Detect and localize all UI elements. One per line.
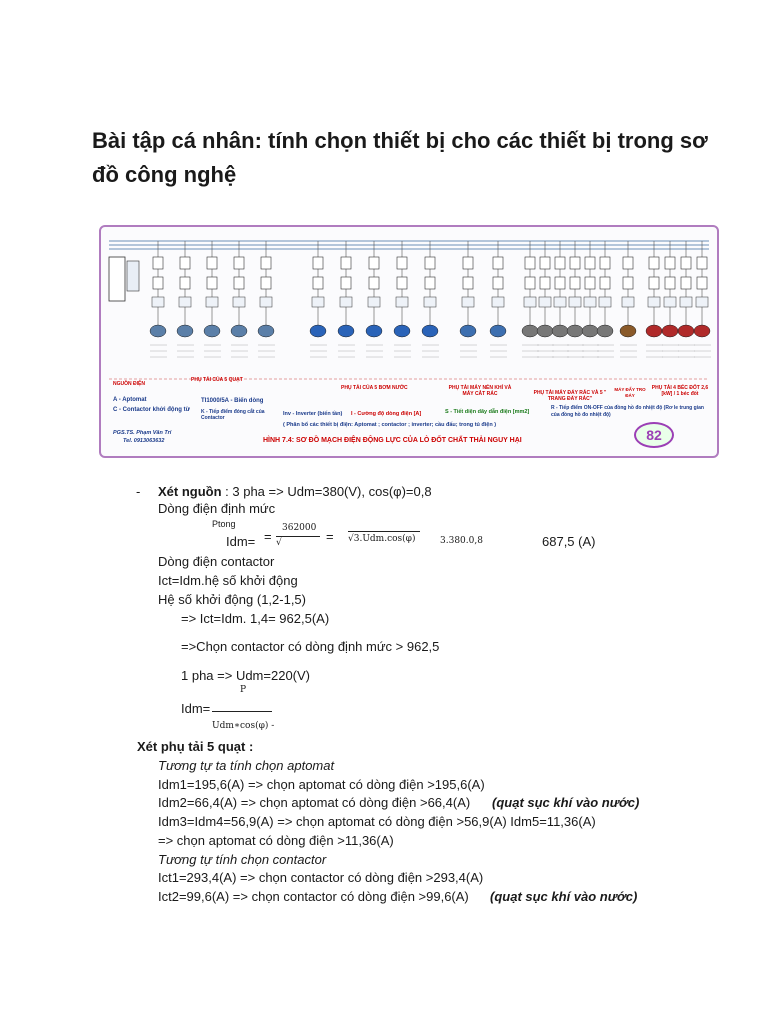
denominator-2: Udm∗cos(φ) - [212, 721, 275, 731]
contactor-box [207, 277, 217, 289]
aptomat-box [697, 257, 707, 269]
group-label-pumps: PHỤ TẢI CỦA 5 BƠM NƯỚC [341, 385, 408, 391]
inverter-box [179, 297, 191, 307]
contactor-box [180, 277, 190, 289]
page-title: Bài tập cá nhân: tính chọn thiết bị cho các thiết bị trong sơ đồ công nghệ [92, 128, 708, 187]
contactor-box [493, 277, 503, 289]
aptomat-box [180, 257, 190, 269]
aerator-note-2: (quạt sục khí vào nước) [490, 889, 638, 904]
inverter-box [664, 297, 676, 307]
contactor-current-label: Dòng điện contactor [158, 554, 275, 569]
ict-result: => Ict=Idm. 1,4= 962,5(A) [181, 611, 330, 626]
sqrt-symbol: √ [276, 538, 282, 548]
inverter-box [206, 297, 218, 307]
load-device-icon [694, 325, 710, 337]
contactor-box [153, 277, 163, 289]
contactor-box [681, 277, 691, 289]
inverter-box [539, 297, 551, 307]
result-687: 687,5 (A) [542, 534, 596, 549]
legend-current-transformer: TI1000/5A - Biến dòng [201, 398, 264, 404]
legend-note: ( Phân bổ các thiết bị điện: Aptomat ; contactor ; inverter; cầu đấu; trong tủ điện ) [283, 422, 497, 428]
load-device-icon [597, 325, 613, 337]
inverter-box [424, 297, 436, 307]
fraction-bar [276, 536, 320, 537]
legend-inverter: Inv - Inverter (biến tần) [283, 411, 343, 417]
one-phase-line: 1 pha => Udm=220(V) [181, 668, 310, 683]
load-device-icon [678, 325, 694, 337]
equals-sign-1: = [264, 529, 272, 544]
aptomat-box [623, 257, 633, 269]
equals-sign-2: = [326, 529, 334, 544]
aerator-note-1: (quạt sục khí vào nước) [492, 795, 640, 810]
load-device-icon [150, 325, 166, 337]
contactor-box [585, 277, 595, 289]
load-device-icon [177, 325, 193, 337]
denominator-values: 3.380.0,8 [440, 536, 483, 546]
contactor-box [623, 277, 633, 289]
aptomat-box [425, 257, 435, 269]
legend-current: I - Cường độ dòng điện [A] [351, 411, 422, 417]
ict1-line: Ict1=293,4(A) => chọn contactor có dòng điện >293,4(A) [158, 870, 484, 885]
aptomat-box [341, 257, 351, 269]
similar-aptomat: Tương tự ta tính chọn aptomat [158, 758, 335, 773]
aptomat-box [665, 257, 675, 269]
aptomat-box [555, 257, 565, 269]
inverter-box [233, 297, 245, 307]
load-device-icon [310, 325, 326, 337]
inverter-box [396, 297, 408, 307]
source-heading: Xét nguồn [158, 484, 222, 499]
group-label-fans: PHỤ TẢI CỦA 5 QUẠT [191, 377, 243, 383]
legend-aptomat: A - Aptomat [113, 397, 147, 403]
aptomat-box [600, 257, 610, 269]
aptomat-box [234, 257, 244, 269]
ict-formula: Ict=Idm.hệ số khởi động [158, 573, 298, 588]
aptomat-box [369, 257, 379, 269]
load-device-icon [620, 325, 636, 337]
inverter-box [599, 297, 611, 307]
author-name: PGS.TS. Phạm Văn Trí [113, 430, 172, 436]
inverter-box [696, 297, 708, 307]
idm5-choose-line: => chọn aptomat có dòng điện >11,36(A) [158, 833, 394, 848]
inverter-box [260, 297, 272, 307]
aptomat-box [493, 257, 503, 269]
legend-relay: R - Tiếp điểm ON-OFF của đồng hồ đo nhiệt độ (Rơ le trung gian của đồng hồ đo nhiệt độ) [551, 405, 704, 418]
load-device-icon [662, 325, 678, 337]
load-device-icon [422, 325, 438, 337]
contactor-box [341, 277, 351, 289]
similar-contactor: Tương tự tính chọn contactor [158, 852, 327, 867]
contactor-box [600, 277, 610, 289]
load-device-icon [204, 325, 220, 337]
electrical-schematic-figure [99, 225, 719, 458]
idm2-label: Idm= [181, 701, 211, 716]
load-device-icon [522, 325, 538, 337]
inverter-box [680, 297, 692, 307]
inverter-box [492, 297, 504, 307]
choose-contactor: =>Chọn contactor có dòng định mức > 962,5 [181, 639, 440, 654]
figure-caption: HÌNH 7.4: SƠ ĐỒ MẠCH ĐIỆN ĐỘNG LỰC CỦA LÒ ĐỐT CHẤT THẢI NGUY HẠI [263, 437, 522, 444]
contactor-box [570, 277, 580, 289]
group-label-pusher: PHỤ TẢI MÁY ĐẨY RÁC VÀ 5 " TRANG ĐẨY RÁC" [533, 390, 607, 402]
legend-contact: K - Tiếp điểm đóng cắt của Contactor [201, 409, 265, 421]
contactor-box [697, 277, 707, 289]
load-device-icon [258, 325, 274, 337]
aptomat-box [313, 257, 323, 269]
inverter-box [554, 297, 566, 307]
load-device-icon [552, 325, 568, 337]
contactor-box [649, 277, 659, 289]
aptomat-box [397, 257, 407, 269]
legend-cross-section: S - Tiết diện dây dẫn điện [mm2] [445, 409, 530, 415]
load-device-icon [338, 325, 354, 337]
power-p-label: P [240, 685, 247, 695]
fan-heading: Xét phụ tải 5 quạt [137, 739, 246, 754]
author-phone: Tel. 0913063632 [123, 438, 165, 444]
contactor-box [425, 277, 435, 289]
load-device-icon [646, 325, 662, 337]
inverter-box [368, 297, 380, 307]
inverter-box [622, 297, 634, 307]
group-label-burners: PHỤ TẢI 4 BÉC ĐỐT 2,6 [kW] / 1 béc đốt [651, 385, 709, 397]
ict2-line: Ict2=99,6(A) => chọn contactor có dòng điện >99,6(A) [158, 889, 469, 904]
load-device-icon [366, 325, 382, 337]
contactor-box [540, 277, 550, 289]
aptomat-box [463, 257, 473, 269]
bullet-dash: - [136, 484, 141, 499]
load-device-icon [394, 325, 410, 337]
idm1-line: Idm1=195,6(A) => chọn aptomat có dòng điện >195,6(A) [158, 777, 485, 792]
group-label-compressor: PHỤ TẢI MÁY NÉN KHÍ VÀ MÁY CẮT RÁC [448, 385, 512, 397]
ptong-label: Ptong [212, 519, 236, 529]
inverter-box [312, 297, 324, 307]
aptomat-box [525, 257, 535, 269]
aptomat-box [207, 257, 217, 269]
page-number-text: 82 [646, 427, 662, 443]
contactor-box [525, 277, 535, 289]
inverter-box [648, 297, 660, 307]
load-device-icon [490, 325, 506, 337]
fraction-bar-2 [212, 711, 272, 712]
idm2-line: Idm2=66,4(A) => chọn aptomat có dòng điện >66,4(A) [158, 795, 471, 810]
idm-label: Idm= [226, 534, 256, 549]
load-device-icon [537, 325, 553, 337]
contactor-box [234, 277, 244, 289]
load-device-icon [231, 325, 247, 337]
contactor-box [463, 277, 473, 289]
contactor-box [261, 277, 271, 289]
aptomat-box [153, 257, 163, 269]
load-device-icon [460, 325, 476, 337]
aptomat-box [261, 257, 271, 269]
contactor-box [665, 277, 675, 289]
fraction-numerator: 362000 [282, 523, 317, 533]
group-label-ash: MÁY ĐẨY TRO ĐÁY [614, 387, 646, 398]
fan-heading-colon: : [245, 739, 254, 754]
fan-heading-line [137, 738, 253, 755]
contactor-box [397, 277, 407, 289]
aptomat-box [681, 257, 691, 269]
start-factor: Hệ số khởi động (1,2-1,5) [158, 592, 306, 607]
aptomat-box [540, 257, 550, 269]
contactor-box [313, 277, 323, 289]
contactor-box [555, 277, 565, 289]
aptomat-box [649, 257, 659, 269]
aptomat-box [570, 257, 580, 269]
inverter-box [340, 297, 352, 307]
load-device-icon [567, 325, 583, 337]
inverter-box [152, 297, 164, 307]
source-line [158, 483, 432, 500]
source-label: NGUỒN ĐIỆN [113, 381, 145, 387]
aptomat-box [585, 257, 595, 269]
inverter-box [569, 297, 581, 307]
contactor-box [369, 277, 379, 289]
inverter-box [524, 297, 536, 307]
source-details: : 3 pha => Udm=380(V), cos(φ)=0,8 [221, 484, 432, 499]
inverter-box [462, 297, 474, 307]
idm3-line: Idm3=Idm4=56,9(A) => chọn aptomat có dòng điện >56,9(A) Idm5=11,36(A) [158, 814, 596, 829]
formula-bar [348, 531, 420, 532]
formula-denominator: √3.Udm.cos(φ) [348, 534, 416, 544]
legend-contactor: C - Contactor khởi động từ [113, 407, 190, 413]
page-number-badge [634, 422, 674, 448]
rated-current-label: Dòng điện định mức [158, 501, 276, 516]
inverter-box [584, 297, 596, 307]
load-device-icon [582, 325, 598, 337]
